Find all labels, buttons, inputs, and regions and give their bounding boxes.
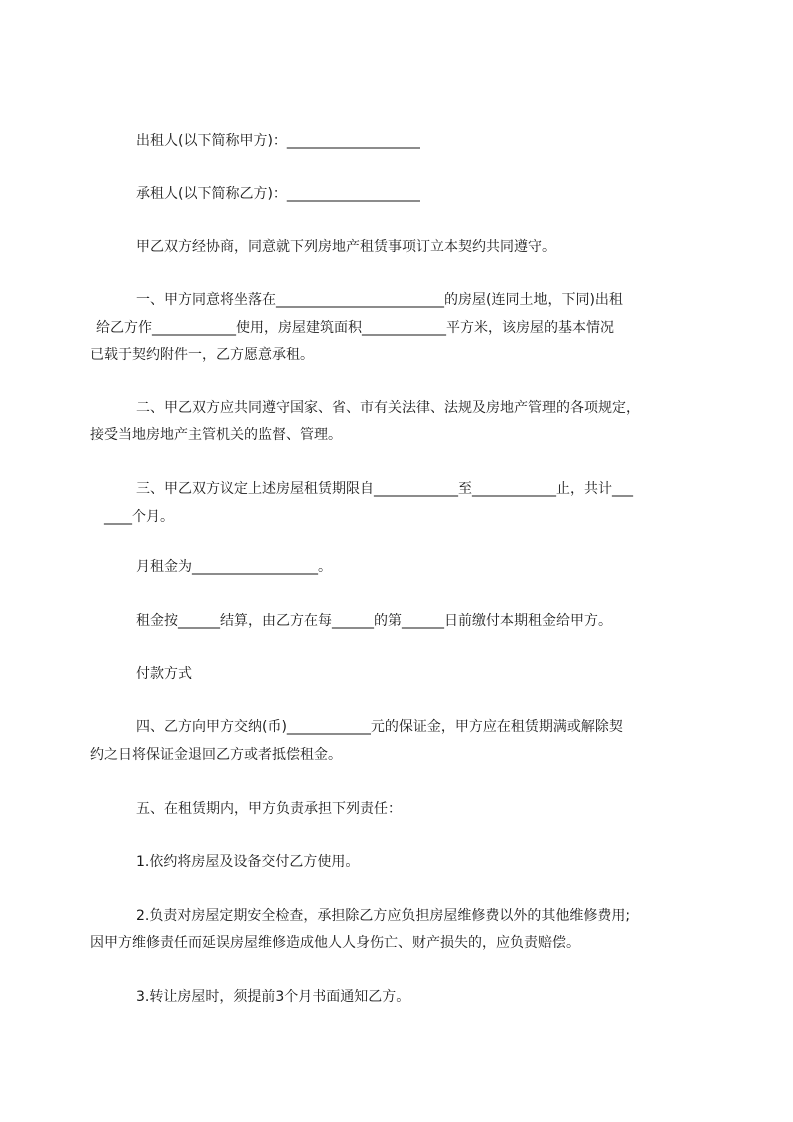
- clause-5-item-2-line-1: 2.负责对房屋定期安全检查，承担除乙方应负担房屋维修费以外的其他维修费用;: [136, 908, 631, 924]
- clause-1-line-1: 一、甲方同意将坐落在________________________的房屋(连同土地，下同)出租: [136, 292, 623, 308]
- clause-2-line-2: 接受当地房地产主管机关的监督、管理。: [90, 427, 342, 443]
- clause-5-item-1: 1.依约将房屋及设备交付乙方使用。: [136, 854, 360, 870]
- clause-2-line-1: 二、甲乙双方应共同遵守国家、省、市有关法律、法规及房地产管理的各项规定，: [136, 400, 640, 416]
- clause-1-line-2: 给乙方作____________使用，房屋建筑面积____________平方米，该房屋的基本情况: [96, 320, 614, 336]
- clause-5-item-2-line-2: 因甲方维修责任而延误房屋维修造成他人人身伤亡、财产损失的，应负责赔偿。: [90, 935, 580, 951]
- rent-payment-line: 租金按______结算，由乙方在每______的第______日前缴付本期租金给甲方。: [136, 613, 612, 629]
- preamble: 甲乙双方经协商，同意就下列房地产租赁事项订立本契约共同遵守。: [136, 239, 556, 255]
- lessor-line: 出租人(以下简称甲方)：___________________: [136, 133, 420, 149]
- clause-5-heading: 五、在租赁期内，甲方负责承担下列责任：: [136, 801, 402, 817]
- clause-3-line-1: 三、甲乙双方议定上述房屋租赁期限自____________至____________止，共计___: [136, 481, 633, 497]
- clause-3-line-2: ____个月。: [104, 509, 174, 525]
- clause-1-line-3: 已载于契约附件一，乙方愿意承租。: [90, 347, 314, 363]
- payment-method-heading: 付款方式: [136, 666, 192, 682]
- clause-4-line-1: 四、乙方向甲方交纳(币)____________元的保证金，甲方应在租赁期满或解除契: [136, 719, 623, 735]
- clause-5-item-3: 3.转让房屋时，须提前3个月书面通知乙方。: [136, 989, 411, 1005]
- clause-4-line-2: 约之日将保证金退回乙方或者抵偿租金。: [90, 747, 342, 763]
- monthly-rent-line: 月租金为__________________。: [136, 559, 332, 575]
- lessee-line: 承租人(以下简称乙方)：___________________: [136, 186, 420, 202]
